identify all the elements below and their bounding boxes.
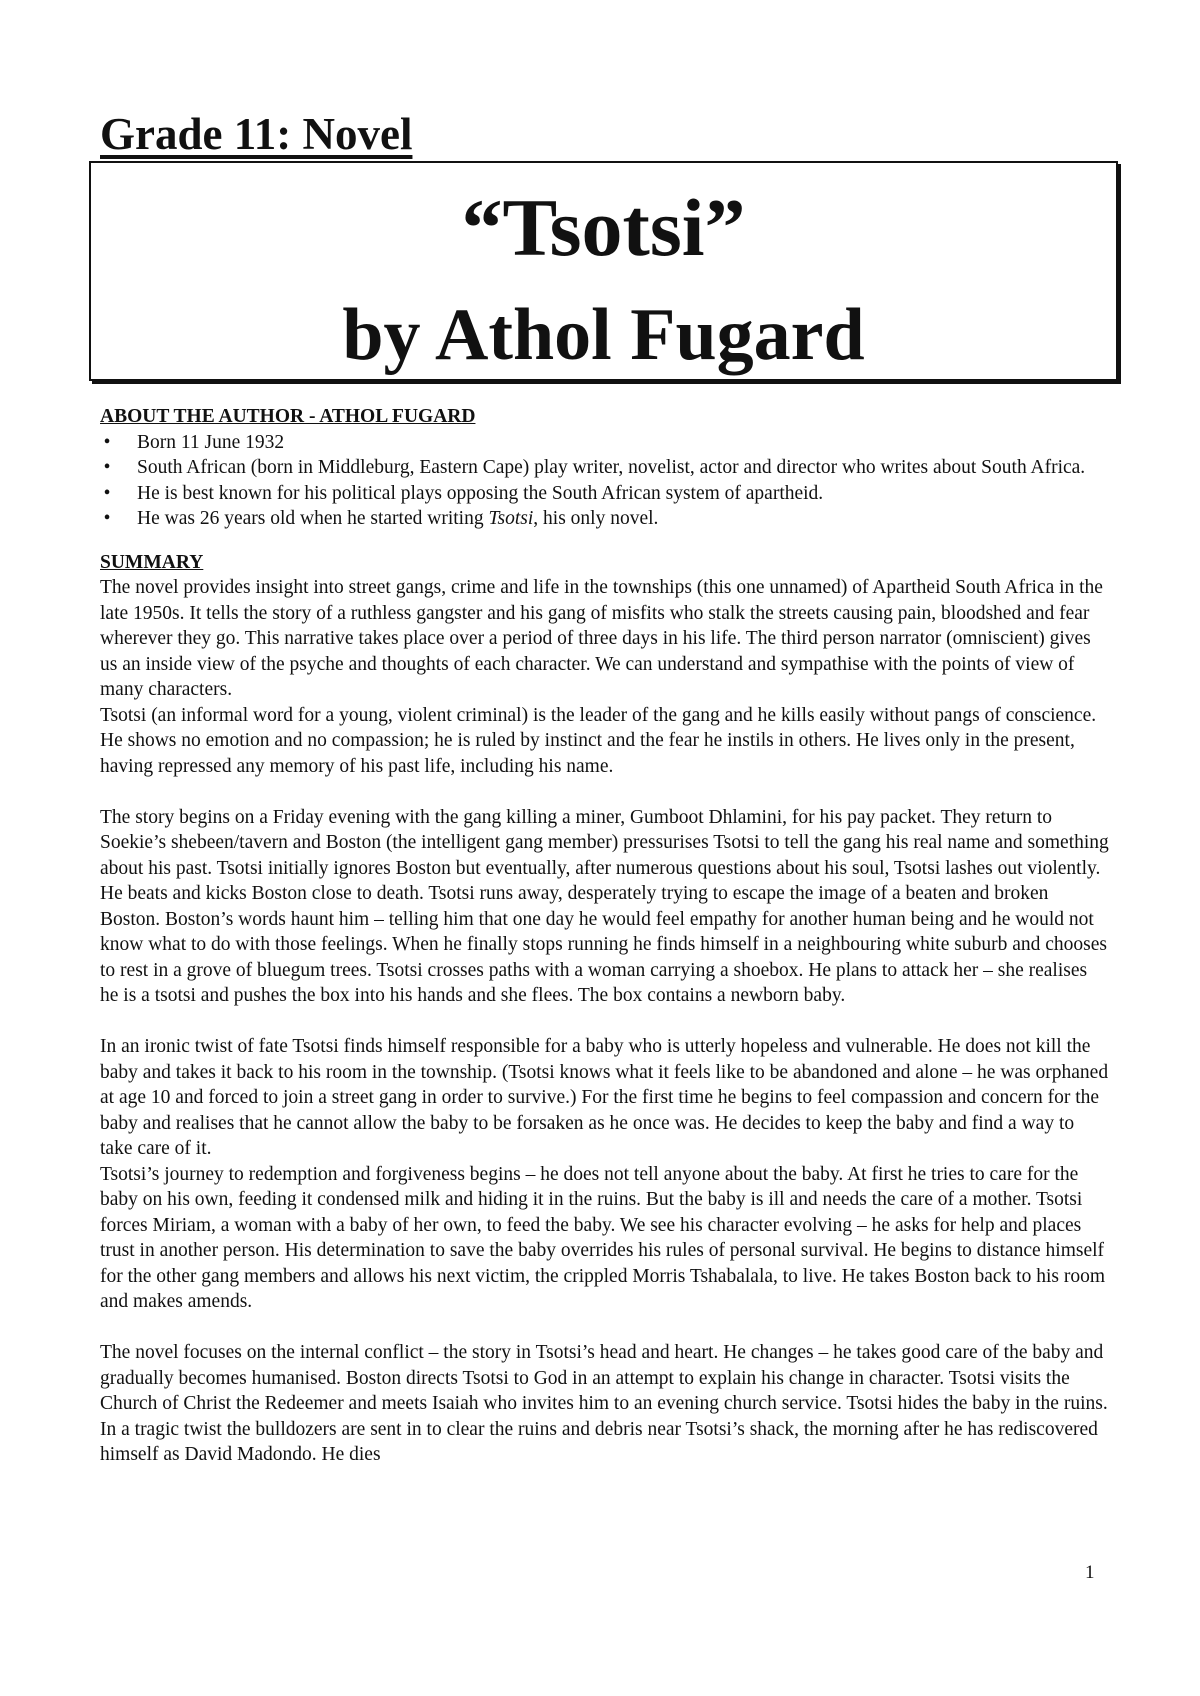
novel-title-italic: Tsotsi [488, 508, 534, 529]
document-heading: Grade 11: Novel [100, 109, 413, 159]
list-item [100, 506, 1110, 532]
summary-heading: SUMMARY [100, 551, 204, 573]
novel-author: by Athol Fugard [342, 294, 865, 376]
document-body [100, 404, 1110, 1468]
bullet-icon: • [103, 431, 111, 453]
list-item-text: South African (born in Middleburg, Eastern Cape) play writer, novelist, actor and director who writes about South Africa. [137, 457, 1086, 478]
about-author-heading: ABOUT THE AUTHOR - ATHOL FUGARD [100, 406, 476, 427]
list-item-text-post: , his only novel. [533, 508, 659, 529]
summary-paragraph-6: The novel focuses on the internal conflict – the story in Tsotsi’s head and heart. He changes – he takes good care of the baby and gradually becomes humanised. Boston directs Tsotsi to God in an attempt to explain his change in character. Tsotsi visits the Church of Christ the Redeemer and meets Isaiah who invites him to an evening church service. Tsotsi hides the baby in the ruins. In a tragic twist the bulldozers are sent in to clear the ruins and debris near Tsotsi’s shack, the morning after he has rediscovered himself as David Madondo. He dies [100, 1342, 1108, 1465]
bullet-icon: • [103, 482, 111, 504]
about-author-list [100, 430, 1110, 532]
list-item [100, 430, 1110, 456]
summary-paragraph-2: Tsotsi (an informal word for a young, violent criminal) is the leader of the gang and he kills easily without pangs of conscience. He shows no emotion and no compassion; he is ruled by instinct and the fear he instils in others. He lives only in the present, having repressed any memory of his past life, including his name. [100, 704, 1097, 777]
page-number: 1 [1085, 1562, 1095, 1583]
list-item [100, 481, 1110, 507]
list-item-text: Born 11 June 1932 [137, 431, 285, 453]
summary-paragraph-1: The novel provides insight into street gangs, crime and life in the townships (this one unnamed) of Apartheid South Africa in the late 1950s. It tells the story of a ruthless gangster and his gang of misfits who stalk the streets causing pain, bloodshed and fear wherever they go. This narrative takes place over a period of three days in his life. The third person narrator (omniscient) gives us an inside view of the psyche and thoughts of each character. We can understand and sympathise with the points of view of many characters. [100, 577, 1103, 700]
novel-title: “Tsotsi” [461, 182, 746, 273]
bullet-icon: • [103, 508, 111, 529]
summary-paragraph-5: Tsotsi’s journey to redemption and forgiveness begins – he does not tell anyone about the baby. At first he tries to care for the baby on his own, feeding it condensed milk and hiding it in the ruins. But the baby is ill and needs the care of a mother. Tsotsi forces Miriam, a woman with a baby of her own, to feed the baby. We see his character evolving – he asks for help and places trust in another person. His determination to save the baby overrides his rules of personal survival. He begins to distance himself for the other gang members and allows his next victim, the crippled Morris Tshabalala, to live. He takes Boston back to his room and makes amends. [100, 1163, 1106, 1312]
list-item-text-pre: He was 26 years old when he started writing [137, 508, 489, 529]
bullet-icon: • [103, 457, 111, 478]
list-item-text: He is best known for his political plays opposing the South African system of apartheid. [137, 482, 824, 504]
summary-paragraph-4: In an ironic twist of fate Tsotsi finds himself responsible for a baby who is utterly hopeless and vulnerable. He does not kill the baby and takes it back to his room in the township. (Tsotsi knows what it feels like to be abandoned and alone – he was orphaned at age 10 and forced to join a street gang in order to survive.) For the first time he begins to feel compassion and concern for the baby and realises that he cannot allow the baby to be forsaken as he once was. He decides to keep the baby and find a way to take care of it. [100, 1036, 1109, 1159]
summary-paragraph-3: The story begins on a Friday evening with the gang killing a miner, Gumboot Dhlamini, for his pay packet. They return to Soekie’s shebeen/tavern and Boston (the intelligent gang member) pressurises Tsotsi to tell the gang his real name and something about his past. Tsotsi initially ignores Boston but eventually, after numerous questions about his soul, Tsotsi lashes out violently. He beats and kicks Boston close to death. Tsotsi runs away, desperately trying to escape the image of a beaten and broken Boston. Boston’s words haunt him – telling him that one day he would feel empathy for another human being and he would not know what to do with those feelings. When he finally stops running he finds himself in a neighbouring white suburb and chooses to rest in a grove of bluegum trees. Tsotsi crosses paths with a woman carrying a shoebox. He plans to attack her – she realises he is a tsotsi and pushes the box into his hands and she flees. The box contains a newborn baby. [100, 806, 1109, 1006]
title-box [89, 161, 1118, 381]
list-item [100, 455, 1110, 481]
